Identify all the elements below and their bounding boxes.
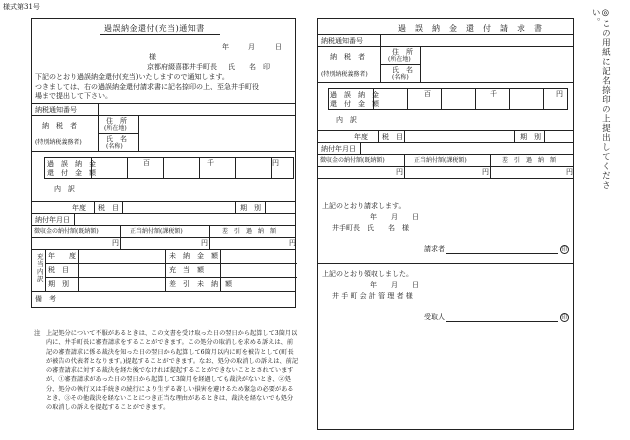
right-overpay-label-2: 還 付 金 額: [330, 100, 379, 108]
unit-hyaku: 百: [143, 159, 150, 167]
right-fiscal-year: 年度: [354, 133, 368, 141]
tax-notice-no-label: 納税通知番号: [35, 106, 77, 114]
right-yen-3: 円: [566, 168, 573, 176]
date-year: 年: [222, 43, 229, 51]
right-period: 期 別: [520, 133, 541, 141]
date-month: 月: [248, 43, 255, 51]
right-taxpayer-label: 納 税 者: [330, 53, 365, 61]
yen-1: 円: [112, 239, 119, 247]
form-number: 様式第31号: [3, 3, 40, 11]
requester-seal: 印: [561, 247, 568, 253]
right-payment-date: 納付年月日: [321, 145, 356, 153]
name-sub: (名称): [106, 143, 123, 150]
yen-3: 円: [289, 239, 296, 247]
right-title: 過 誤 納 金 還 付 請 求 書: [398, 24, 543, 33]
appr-year: 年 度: [48, 252, 76, 260]
right-difference: 差 引 過 納 額: [502, 157, 557, 164]
right-request: [317, 18, 574, 430]
request-date: 年 月 日: [370, 213, 419, 221]
receiver-line: [446, 321, 558, 322]
right-collected-amount: 徴収金の納付額(既納額): [320, 157, 385, 164]
overpay-amount-label-1: 過 誤 納 金: [47, 160, 96, 168]
receipt-date: 年 月 日: [370, 281, 419, 289]
unpaid-amount: 未 納 金 額: [169, 252, 218, 260]
date-day: 日: [275, 43, 282, 51]
addressee-suffix: 様: [149, 53, 156, 61]
note-text: 上記処分について不服があるときは、この文書を受け取った日の翌日から起算して3箇月以内に、井手町長に審査請求をすることができます。この処分の取消しを求める訴えは、前記の審査請求に係る裁決を知った日の翌日から起算して6箇月以内に町を被告として(町長が被告の代表者となります。)提起することができます。なお、処分の取消しの訴えは、前記の審査請求に対する裁決を経た後でなければ提起することができないこととされていますが、①審査請求があった日の翌日から起算して3箇月を経過しても裁決がないとき、②処分、処分の執行又は手続きの続行により生ずる著しい損害を避けるため緊急の必要があるとき、③その他裁決を経ないことにつき正当な理由があるときは、裁決を経ないでも処分の取消しの訴えを提起することができます。: [46, 330, 298, 412]
request-text: 上記のとおり請求します。: [322, 202, 406, 210]
overpay-amount-label-2: 還 付 金 額: [47, 169, 96, 177]
right-overpay-label-1: 過 誤 納 金: [330, 91, 379, 99]
intro-line-1: 下記のとおり過誤納金還付(充当)いたしますので通知します。: [35, 73, 229, 81]
taxpayer-sub: (特別納税義務者): [35, 139, 82, 146]
remarks-label: 備 考: [35, 295, 56, 303]
right-yen-1: 円: [396, 168, 403, 176]
appropriation-label: 充当内訳: [35, 253, 44, 283]
right-taxpayer-sub: (特別納税義務者): [321, 71, 368, 78]
left-title-underline: [100, 34, 220, 35]
right-correct-amount: 正当納付額(課税額): [414, 157, 467, 164]
right-address-label: 住 所: [392, 48, 413, 56]
right-unit-en: 円: [556, 90, 563, 98]
intro-line-2: つきましては、右の過誤納金還付請求書に記名捺印の上、至急井手町役: [35, 83, 259, 91]
right-yen-2: 円: [482, 168, 489, 176]
collected-amount-label: 徴収金の納付額(既納額): [34, 228, 99, 235]
left-notice: [31, 18, 296, 308]
right-tax-notice-no: 納税通知番号: [321, 37, 363, 45]
appropriated-amount: 充 当 額: [169, 266, 204, 274]
period-label: 期 別: [240, 204, 261, 212]
request-to: 井手町長 氏 名 様: [332, 224, 409, 232]
side-note: ◎この用紙に記名捺印の上提出してください。: [590, 8, 611, 190]
receipt-to: 井 手 町 会 計 管 理 者 様: [332, 292, 413, 300]
correct-amount-label: 正当納付額(課税額): [130, 228, 183, 235]
tax-item-label: 税 目: [98, 204, 119, 212]
receiver-label: 受取人: [424, 313, 445, 321]
taxpayer-label: 納 税 者: [42, 122, 77, 130]
sender-name-label: 氏 名 印: [228, 63, 270, 71]
intro-line-3: 場まで提出して下さい。: [35, 92, 112, 100]
remaining-unpaid: 差 引 未 納 額: [169, 280, 232, 288]
appr-item: 税 目: [48, 266, 69, 274]
right-name-sub: (名称): [392, 74, 409, 81]
requester-line: [446, 253, 558, 254]
right-breakdown: 内 訳: [336, 116, 357, 124]
fiscal-year-label: 年度: [72, 204, 86, 212]
right-unit-hyaku: 百: [424, 90, 431, 98]
right-address-sub: (所在地): [388, 56, 411, 63]
requester-label: 請求者: [424, 245, 445, 253]
payment-date-label: 納付年月日: [35, 216, 70, 224]
note-label: 注: [34, 329, 41, 337]
right-unit-sen: 千: [490, 90, 497, 98]
name-label: 氏 名: [106, 135, 127, 143]
unit-sen: 千: [207, 159, 214, 167]
receipt-text: 上記のとおり領収しました。: [322, 270, 413, 278]
unit-en: 円: [272, 159, 279, 167]
address-sub: (所在地): [104, 125, 127, 132]
difference-label: 差 引 過 納 額: [222, 228, 277, 235]
sender: 京都府綴喜郡井手町長: [147, 63, 217, 71]
appr-period: 期 別: [48, 280, 69, 288]
breakdown-label: 内 訳: [54, 185, 75, 193]
right-tax-item: 税 目: [382, 133, 403, 141]
right-name-label: 氏 名: [392, 66, 413, 74]
yen-2: 円: [201, 239, 208, 247]
address-label: 住 所: [106, 117, 127, 125]
left-title: 過誤納金還付(充当)通知書: [104, 24, 205, 33]
receiver-seal: 印: [561, 315, 568, 321]
